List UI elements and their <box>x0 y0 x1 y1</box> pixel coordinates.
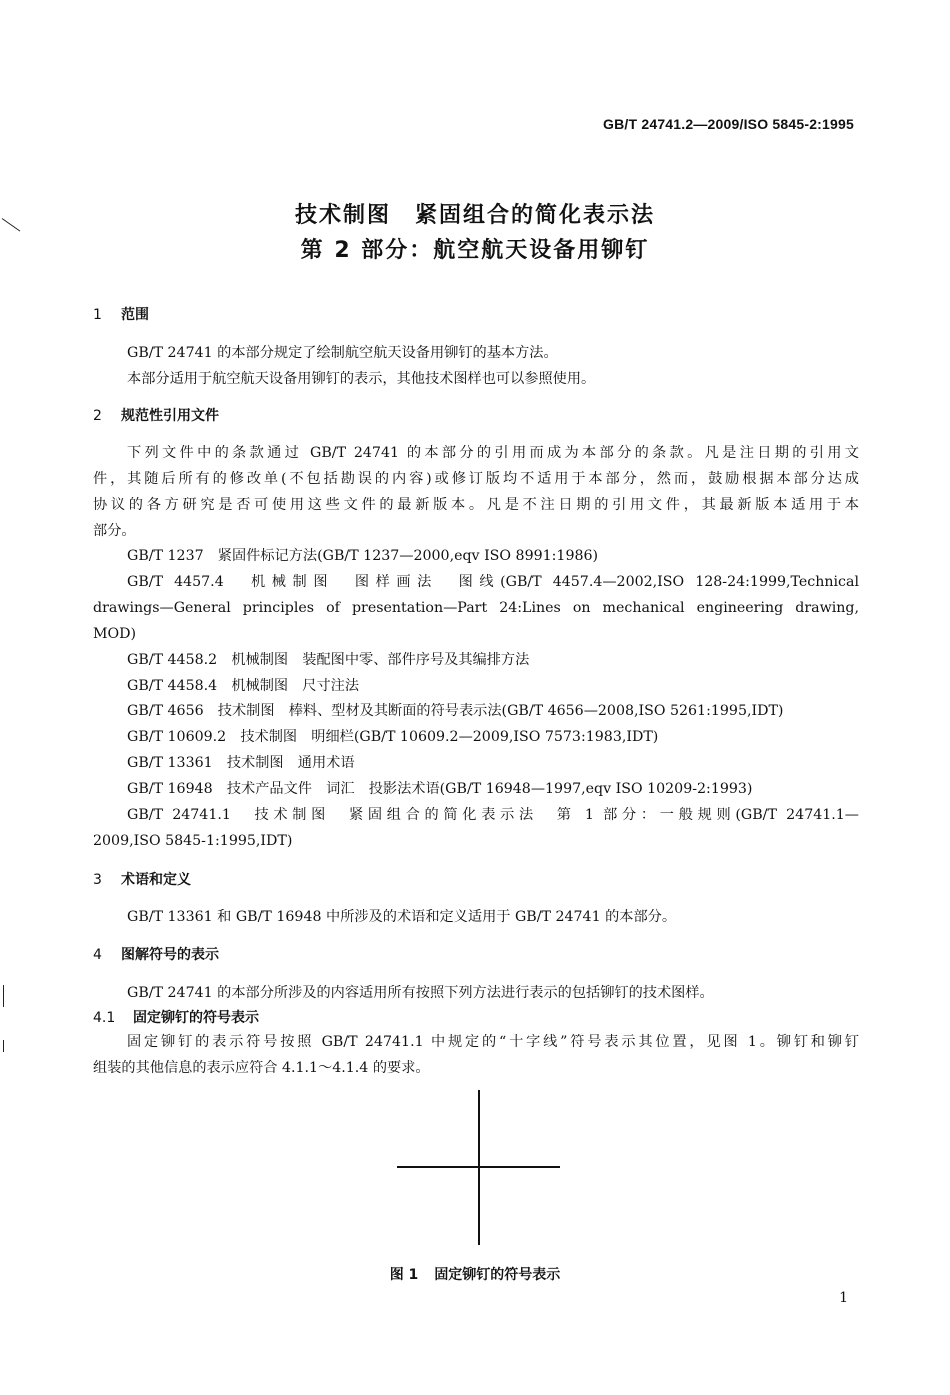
section-number: 2 <box>93 408 102 424</box>
paragraph-line: 部分。 <box>93 523 136 539</box>
paragraph-line: 固定铆钉的表示符号按照 GB/T 24741.1 中规定的“十字线”符号表示其位置，见图 1。铆钉和铆钉 <box>127 1034 859 1050</box>
paragraph: GB/T 24741 的本部分所涉及的内容适用所有按照下列方法进行表示的包括铆钉的技术图样。 <box>127 985 714 1001</box>
reference-item: GB/T 24741.1 技术制图 紧固组合的简化表示法 第 1 部分：一般规则(GB/T 24741.1— <box>127 807 859 823</box>
page-number: 1 <box>839 1290 848 1306</box>
reference-item: GB/T 1237 紧固件标记方法(GB/T 1237—2000,eqv ISO 8991:1986) <box>127 548 599 564</box>
scan-mark <box>3 1040 4 1052</box>
reference-item: GB/T 16948 技术产品文件 词汇 投影法术语(GB/T 16948—1997,eqv ISO 10209-2:1993) <box>127 781 753 797</box>
figure-label: 图 1 <box>389 1267 419 1283</box>
section-title: 术语和定义 <box>121 872 191 888</box>
section-4-heading <box>93 944 219 964</box>
reference-item: GB/T 10609.2 技术制图 明细栏(GB/T 10609.2—2009,ISO 7573:1983,IDT) <box>127 729 659 745</box>
scan-mark <box>3 985 4 1007</box>
paragraph-line: 下列文件中的条款通过 GB/T 24741 的本部分的引用而成为本部分的条款。凡是注日期的引用文 <box>127 445 859 461</box>
reference-item: GB/T 4656 技术制图 棒料、型材及其断面的符号表示法(GB/T 4656—2008,ISO 5261:1995,IDT) <box>127 703 784 719</box>
paragraph-line: 组装的其他信息的表示应符合 4.1.1～4.1.4 的要求。 <box>93 1060 430 1076</box>
subsection-4-1-heading <box>93 1007 259 1027</box>
paragraph: GB/T 24741 的本部分规定了绘制航空航天设备用铆钉的基本方法。 <box>127 345 558 361</box>
reference-item: GB/T 4458.2 机械制图 装配图中零、部件序号及其编排方法 <box>127 652 530 668</box>
paragraph: GB/T 13361 和 GB/T 16948 中所涉及的术语和定义适用于 GB/T 24741 的本部分。 <box>127 909 677 925</box>
paragraph: 本部分适用于航空航天设备用铆钉的表示，其他技术图样也可以参照使用。 <box>127 371 596 387</box>
reference-item: 2009,ISO 5845-1:1995,IDT) <box>93 833 293 849</box>
section-number: 3 <box>93 872 102 888</box>
reference-item: MOD) <box>93 626 137 642</box>
reference-item: GB/T 4458.4 机械制图 尺寸注法 <box>127 678 360 694</box>
section-2-heading <box>93 405 219 425</box>
paragraph-line: 协议的各方研究是否可使用这些文件的最新版本。凡是不注日期的引用文件，其最新版本适用于本 <box>93 497 859 513</box>
section-title: 范围 <box>121 307 149 323</box>
reference-item: drawings—General principles of presentation—Part 24:Lines on mechanical engineering drawing, <box>93 600 859 616</box>
section-number: 4 <box>93 947 102 963</box>
section-3-heading <box>93 869 191 889</box>
document-subtitle: 第 2 部分：航空航天设备用铆钉 <box>300 238 650 263</box>
section-1-heading <box>93 304 149 324</box>
document-title: 技术制图 紧固组合的简化表示法 <box>294 203 655 228</box>
section-number: 1 <box>93 307 102 323</box>
subsection-title: 固定铆钉的符号表示 <box>133 1010 259 1026</box>
subsection-number: 4.1 <box>93 1010 116 1026</box>
figure-caption-text: 固定铆钉的符号表示 <box>434 1267 561 1283</box>
figure-caption <box>0 1264 950 1284</box>
reference-item: GB/T 4457.4 机械制图 图样画法 图线(GB/T 4457.4—2002,ISO 128-24:1999,Technical <box>127 574 859 590</box>
paragraph-line: 件，其随后所有的修改单(不包括勘误的内容)或修订版均不适用于本部分，然而，鼓励根据本部分达成 <box>93 471 859 487</box>
standard-number: GB/T 24741.2—2009/ISO 5845-2:1995 <box>603 116 854 132</box>
section-title: 规范性引用文件 <box>121 408 219 424</box>
section-title: 图解符号的表示 <box>121 947 219 963</box>
rivet-symbol-horizontal-line <box>397 1166 560 1168</box>
reference-item: GB/T 13361 技术制图 通用术语 <box>127 755 355 771</box>
